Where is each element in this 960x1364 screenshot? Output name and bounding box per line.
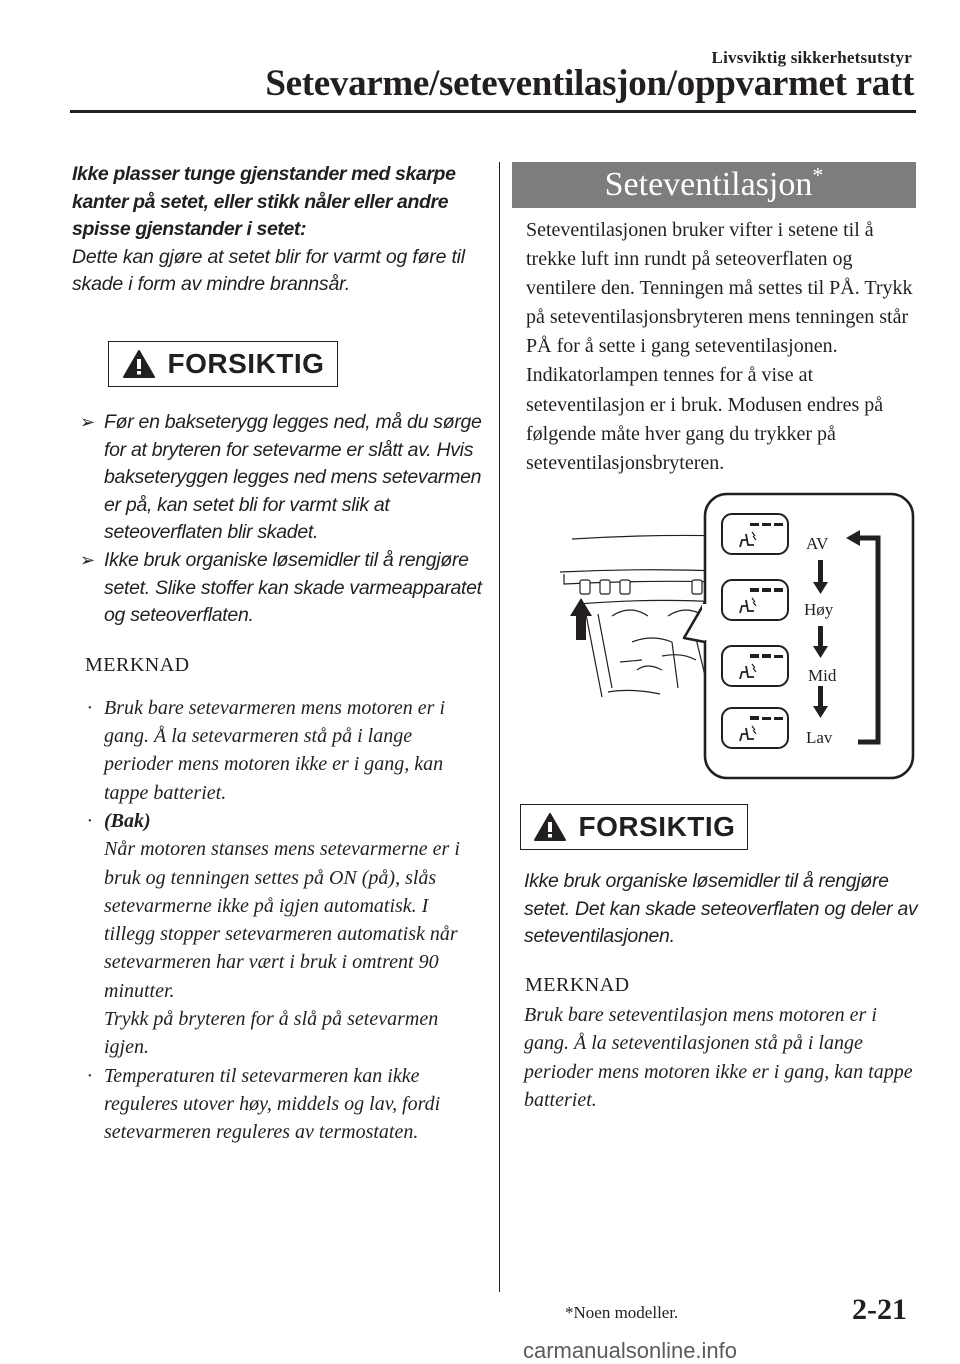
seat-ventilation-figure bbox=[512, 492, 920, 782]
watermark-text: carmanualsonline.info bbox=[523, 1338, 738, 1363]
arrow-bullet-icon: ➢ bbox=[80, 411, 95, 432]
caution-text: Ikke bruk organiske løsemidler til å rengjøre setet. Det kan skade seteoverflaten og deler av seteventilasjonen. bbox=[524, 870, 918, 948]
bullet-dot-icon: · bbox=[87, 1064, 92, 1087]
page-number: 2-21 bbox=[852, 1293, 907, 1326]
note-item bbox=[72, 807, 482, 1062]
mode-label-mid: Mid bbox=[808, 666, 837, 685]
caution-item bbox=[72, 409, 482, 547]
note-text-extra: Trykk på bryteren for å slå på setevarmen igjen. bbox=[104, 1007, 439, 1059]
header-rule bbox=[70, 110, 916, 113]
switch-button-av bbox=[722, 514, 788, 554]
note-heading: MERKNAD bbox=[85, 653, 190, 676]
column-divider bbox=[499, 162, 500, 1292]
caution-box bbox=[520, 804, 748, 850]
note-item bbox=[72, 694, 482, 807]
mode-label-lav: Lav bbox=[806, 728, 833, 747]
intro-warning-text: Dette kan gjøre at setet blir for varmt og føre til skade i form av mindre brannsår. bbox=[72, 245, 465, 296]
warning-triangle-icon bbox=[122, 349, 156, 379]
warning-triangle-icon bbox=[533, 812, 567, 842]
switch-button-hoy bbox=[722, 580, 788, 620]
section-body: Seteventilasjonen bruker vifter i setene til å trekke luft inn rundt på seteoverflaten og ventilere den. Tenningen må settes til PÅ. Trykk på seteventilasjonsbryteren mens tenningen står PÅ for å sette i gang seteventilasjonen. Indikatorlampen tennes for å vise at seteventilasjon er i bruk. Modusen endres på følgende måte hver gang du trykker på seteventilasjonsbryteren. bbox=[526, 219, 913, 474]
note-text: Bruk bare setevarmeren mens motoren er i gang. Å la setevarmeren stå på i lange perioder mens motoren ikke er i gang, kan tappe batteriet. bbox=[104, 696, 446, 804]
note-title: (Bak) bbox=[104, 809, 151, 832]
switch-button-mid bbox=[722, 646, 788, 686]
section-asterisk: * bbox=[812, 162, 824, 188]
header-section-label: Livsviktig sikkerhetsutstyr bbox=[711, 48, 912, 67]
bullet-dot-icon: · bbox=[87, 809, 92, 832]
caution-list bbox=[72, 409, 482, 630]
bullet-dot-icon: · bbox=[87, 696, 92, 719]
caution-label: FORSIKTIG bbox=[167, 347, 325, 379]
note-item bbox=[72, 1062, 482, 1147]
mode-label-hoy: Høy bbox=[804, 600, 834, 619]
left-column bbox=[72, 161, 482, 1146]
caution-label: FORSIKTIG bbox=[578, 811, 736, 842]
callout-pointer bbox=[684, 602, 705, 642]
note-heading: MERKNAD bbox=[525, 974, 630, 996]
pointer-arrow-icon bbox=[570, 598, 592, 640]
note-text: Temperaturen til setevarmeren kan ikke reguleres utover høy, middels og lav, fordi setevarmeren reguleres av termostaten. bbox=[104, 1064, 441, 1144]
caution-box bbox=[108, 341, 338, 387]
mode-label-av: AV bbox=[806, 534, 829, 553]
caution-text: Ikke bruk organiske løsemidler til å rengjøre setet. Slike stoffer kan skade varmeapparatet og seteoverflaten. bbox=[104, 548, 482, 627]
note-text: Bruk bare seteventilasjon mens motoren er i gang. Å la seteventilasjonen stå på i lange perioder mens motoren ikke er i gang, kan tappe batteriet. bbox=[524, 1004, 913, 1111]
caution-item bbox=[72, 547, 482, 630]
note-text: Når motoren stanses mens setevarmerne er i bruk og tenningen settes på ON (på), slås setevarmerne ikke på igjen automatisk. I tillegg stopper setevarmeren automatisk når setevarmeren har vært i bruk i omtrent 90 minutter. bbox=[104, 838, 460, 1002]
caution-text: Før en bakseterygg legges ned, må du sørge for at bryteren for setevarme er slått av. Hvis bakseteryggen legges ned mens setevarmen er på, kan setet bli for varmt slik at seteoverflaten blir skadet. bbox=[104, 410, 482, 544]
intro-warning-bold: Ikke plasser tunge gjenstander med skarpe kanter på setet, eller stikk nåler eller andre spisse gjenstander i setet: bbox=[72, 163, 456, 241]
note-list bbox=[72, 694, 482, 1147]
seat-ventilation-illustration bbox=[512, 492, 920, 782]
section-banner bbox=[512, 162, 916, 208]
header-title: Setevarme/seteventilasjon/oppvarmet ratt bbox=[265, 63, 914, 104]
section-title: Seteventilasjon bbox=[604, 166, 813, 203]
footer-note: *Noen modeller. bbox=[565, 1303, 679, 1322]
switch-button-lav bbox=[722, 708, 788, 748]
arrow-bullet-icon: ➢ bbox=[80, 549, 95, 570]
